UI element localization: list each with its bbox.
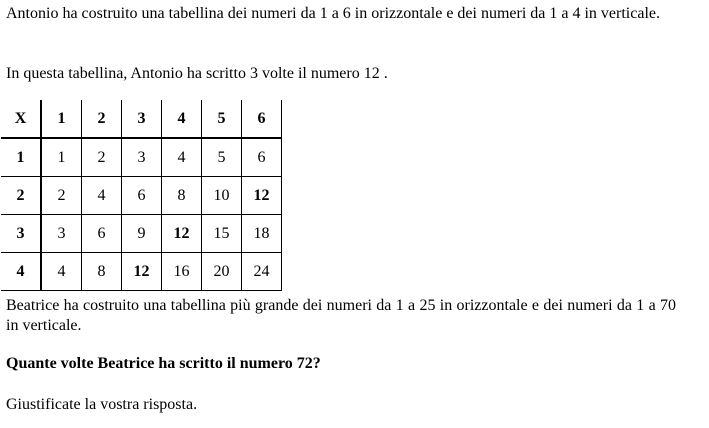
highlighted-twelve-cell: 12 — [122, 253, 162, 291]
table-cell: 2 — [82, 138, 122, 177]
highlighted-twelve-cell: 12 — [242, 177, 282, 215]
table-cell: 1 — [41, 138, 82, 177]
table-row — [1, 215, 282, 253]
problem-statement: Beatrice ha costruito una tabellina più grande dei numeri da 1 a 25 in orizzontale e dei numeri da 1 a 70 in verticale. — [6, 297, 676, 334]
table-cell: 6 — [242, 138, 282, 177]
table-cell: 20 — [202, 253, 242, 291]
instruction: Giustificate la vostra risposta. — [6, 396, 198, 413]
table-cell: 8 — [82, 253, 122, 291]
intro-paragraph: Antonio ha costruito una tabellina dei numeri da 1 a 6 in orizzontale e dei numeri da 1 a 4 in verticale. — [6, 5, 660, 22]
highlighted-twelve-cell: 12 — [162, 215, 202, 253]
table-cell: 5 — [202, 138, 242, 177]
column-header: 2 — [82, 100, 122, 138]
row-header: 3 — [1, 215, 41, 253]
row-header: 4 — [1, 253, 41, 291]
table-cell: 4 — [82, 177, 122, 215]
row-header: 2 — [1, 177, 41, 215]
table-cell: 10 — [202, 177, 242, 215]
table-cell: 8 — [162, 177, 202, 215]
question: Quante volte Beatrice ha scritto il numero 72? — [6, 355, 321, 372]
table-cell: 6 — [82, 215, 122, 253]
table-row — [1, 138, 282, 177]
table-cell: 2 — [41, 177, 82, 215]
table-cell: 3 — [122, 138, 162, 177]
table-cell: 4 — [162, 138, 202, 177]
table-cell: 24 — [242, 253, 282, 291]
table-cell: 18 — [242, 215, 282, 253]
table-cell: 15 — [202, 215, 242, 253]
column-header: 4 — [162, 100, 202, 138]
table-row — [1, 253, 282, 291]
row-header: 1 — [1, 138, 41, 177]
table-cell: 9 — [122, 215, 162, 253]
table-cell: 6 — [122, 177, 162, 215]
table-cell: 3 — [41, 215, 82, 253]
table-row — [1, 177, 282, 215]
table-cell: 4 — [41, 253, 82, 291]
multiplication-table — [1, 100, 282, 291]
column-header: 6 — [242, 100, 282, 138]
table-cell: 16 — [162, 253, 202, 291]
column-header: 3 — [122, 100, 162, 138]
column-header: 1 — [41, 100, 82, 138]
table-header-row — [1, 100, 282, 138]
table-corner-cell: X — [1, 100, 41, 138]
column-header: 5 — [202, 100, 242, 138]
example-statement: In questa tabellina, Antonio ha scritto 3 volte il numero 12 . — [6, 65, 388, 82]
